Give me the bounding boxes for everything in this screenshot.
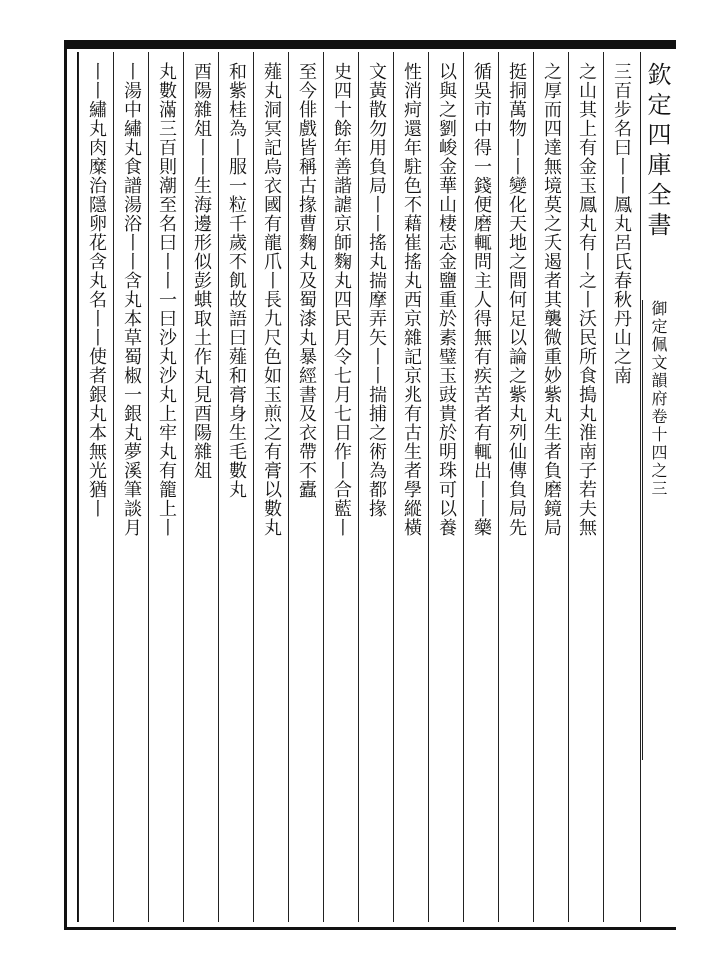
chapter-label [642,300,673,760]
column-text: 文黃散勿用負局丨丨搖丸揣摩弄矢丨丨揣捕之術為都掾 [366,62,387,518]
column-text: 挺挏萬物丨丨變化天地之間何足以論之紫丸列仙傳負局先 [506,62,527,537]
column-text: 丸數滿三百則潮至名曰丨丨一曰沙丸沙丸上牢丸有籠上丨 [156,62,177,537]
column-text: 至今俳戲皆稱古掾曹麴丸及蜀漆丸暴經書及衣帶不蠹 [296,62,317,499]
column-text: 之厚而四達無境莫之夭遏者其襲微重妙紫丸生者負磨鏡局 [541,62,562,537]
column-text: 丨丨繡丸肉糜治隱卵花含丸名丨丨使者銀丸本無光猶丨 [86,62,107,518]
book-title-text: 欽定四庫全書 [643,62,671,242]
column-text: 性消疴還年駐色不藉崔搖丸西京雜記京兆有古生者學縱橫 [401,62,422,537]
book-title [642,62,672,242]
column-text: 三百步名曰丨丨鳳丸呂氏春秋丹山之南 [611,62,632,385]
column-text: 史四十餘年善諧謔京師麴丸四民月令七月七日作丨合藍丨 [331,62,352,537]
column-text: 和紫桂為丨服一粒千歲不飢故語曰薤和膏身生毛數丸 [226,62,247,499]
chapter-label-text: 御定佩文韻府卷十四之三 [649,300,668,498]
column-text: 之山其上有金玉鳳丸有丨之丨沃民所食搗丸淮南子若夫無 [576,62,597,537]
column-text: 酉陽雜俎丨丨生海邊形似彭蜞取土作丸見酉陽雜俎 [191,62,212,480]
column-text: 以與之劉峻金華山棲志金鹽重於素璧玉豉貴於明珠可以養 [436,62,457,537]
text-column [75,62,117,922]
column-text: 丨湯中繡丸食譜湯浴丨丨含丸本草蜀椒一銀丸夢溪筆談月 [121,62,142,537]
column-text: 循吳市中得一錢便磨輒問主人得無有疾苦者有輒出丨丨藥 [471,62,492,537]
column-text: 薤丸洞冥記烏衣國有龍爪丨長九尺色如玉煎之有膏以數丸 [261,62,282,537]
